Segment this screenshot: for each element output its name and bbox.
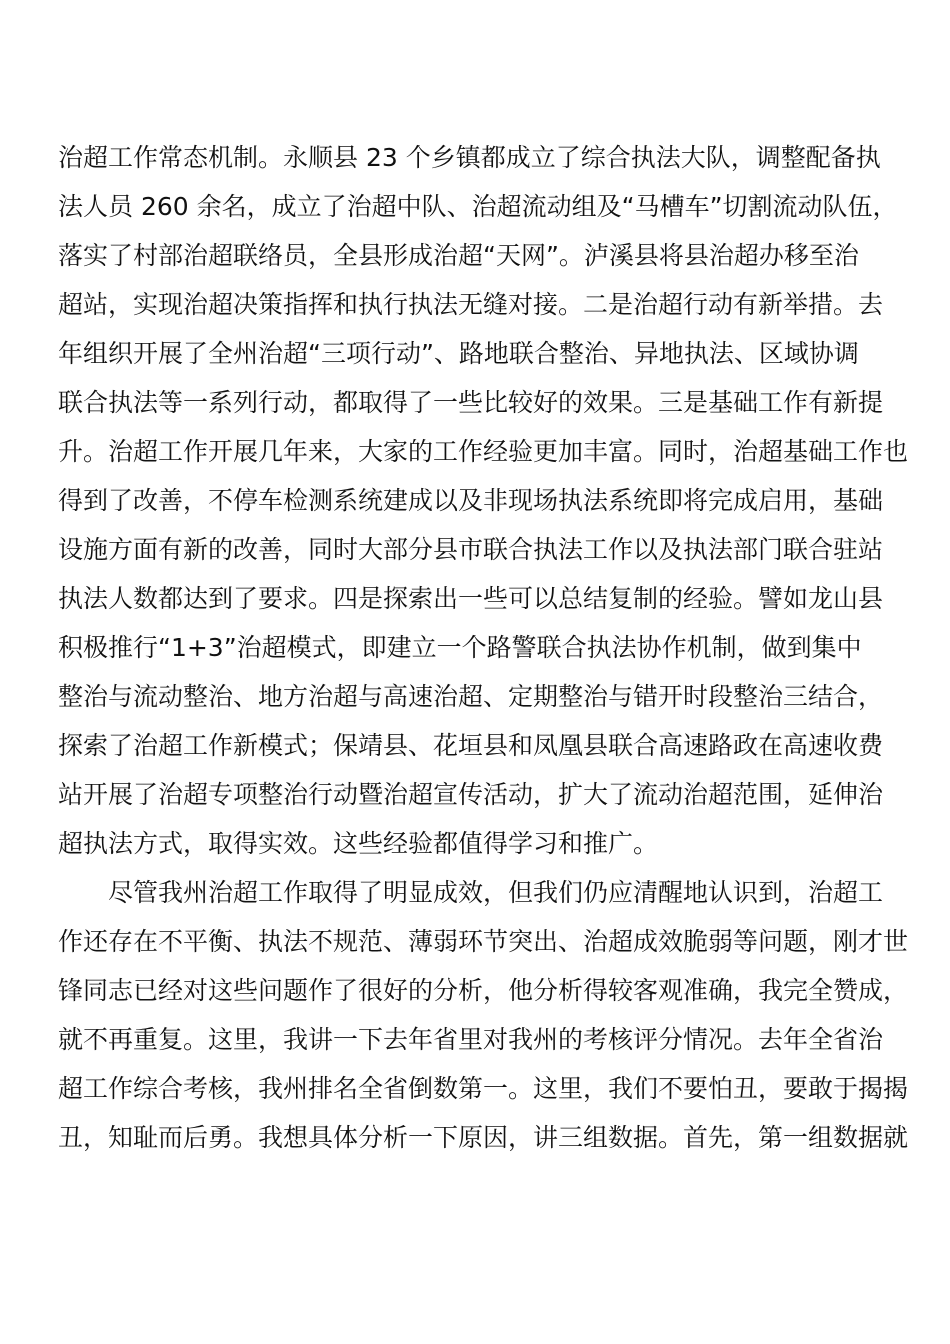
text-line-20: 超工作综合考核，我州排名全省倒数第一。这里，我们不要怕丑，要敢于揭揭 [58, 1074, 908, 1103]
text-line-7: 升。治超工作开展几年来，大家的工作经验更加丰富。同时，治超基础工作也 [58, 437, 908, 466]
text-line-10: 执法人数都达到了要求。四是探索出一些可以总结复制的经验。譬如龙山县 [58, 584, 884, 613]
paragraph-2-line-1: 尽管我州治超工作取得了明显成效，但我们仍应清醒地认识到，治超工 [108, 878, 884, 907]
text-line-6: 联合执法等一系列行动，都取得了一些比较好的效果。三是基础工作有新提 [58, 388, 884, 417]
text-line-18: 锋同志已经对这些问题作了很好的分析，他分析得较客观准确，我完全赞成， [58, 976, 908, 1005]
text-line-1: 治超工作常态机制。永顺县 23 个乡镇都成立了综合执法大队，调整配备执 [58, 143, 881, 172]
text-line-3: 落实了村部治超联络员，全县形成治超“天网”。泸溪县将县治超办移至治 [58, 241, 859, 270]
text-line-15: 超执法方式，取得实效。这些经验都值得学习和推广。 [58, 829, 659, 858]
text-line-17: 作还存在不平衡、执法不规范、薄弱环节突出、治超成效脆弱等问题，刚才世 [58, 927, 908, 956]
text-line-19: 就不再重复。这里，我讲一下去年省里对我州的考核评分情况。去年全省治 [58, 1025, 884, 1054]
text-line-21: 丑，知耻而后勇。我想具体分析一下原因，讲三组数据。首先，第一组数据就 [58, 1123, 908, 1152]
text-line-14: 站开展了治超专项整治行动暨治超宣传活动，扩大了流动治超范围，延伸治 [58, 780, 884, 809]
text-line-2: 法人员 260 余名，成立了治超中队、治超流动组及“马槽车”切割流动队伍， [58, 192, 898, 221]
text-line-13: 探索了治超工作新模式；保靖县、花垣县和凤凰县联合高速路政在高速收费 [58, 731, 884, 760]
text-line-4: 超站，实现治超决策指挥和执行执法无缝对接。二是治超行动有新举措。去 [58, 290, 884, 319]
text-line-8: 得到了改善，不停车检测系统建成以及非现场执法系统即将完成启用，基础 [58, 486, 884, 515]
text-line-5: 年组织开展了全州治超“三项行动”、路地联合整治、异地执法、区域协调 [58, 339, 859, 368]
text-line-12: 整治与流动整治、地方治超与高速治超、定期整治与错开时段整治三结合， [58, 682, 884, 711]
document-body [58, 133, 908, 1162]
text-line-11: 积极推行“1+3”治超模式，即建立一个路警联合执法协作机制，做到集中 [58, 633, 862, 662]
text-line-9: 设施方面有新的改善，同时大部分县市联合执法工作以及执法部门联合驻站 [58, 535, 884, 564]
